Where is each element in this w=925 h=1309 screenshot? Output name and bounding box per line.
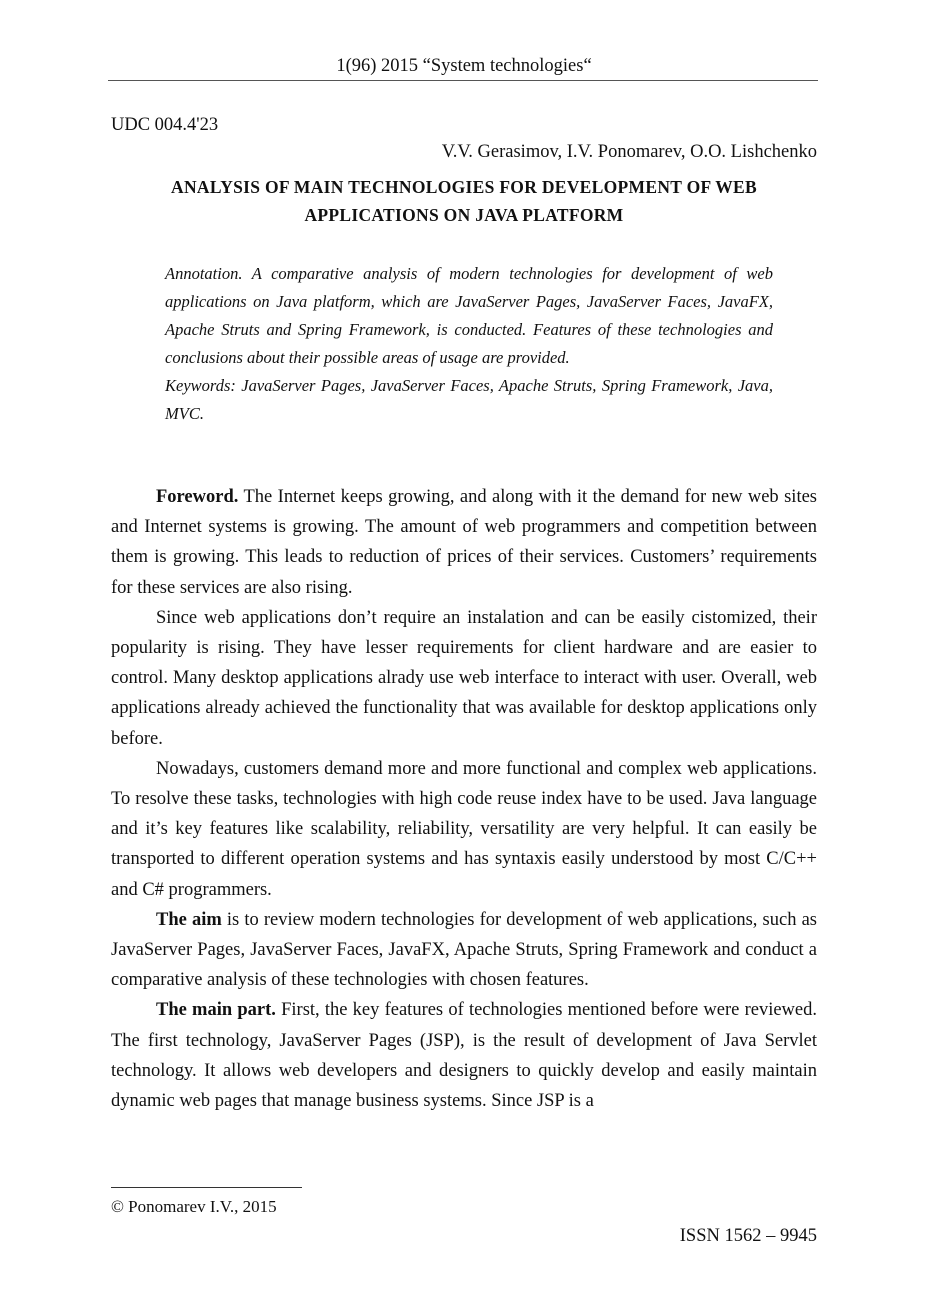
paragraph [111, 995, 817, 1116]
paragraph [111, 603, 817, 754]
paper-title: ANALYSIS OF MAIN TECHNOLOGIES FOR DEVELOPMENT OF WEB APPLICATIONS ON JAVA PLATFORM [171, 177, 757, 225]
paragraph-lead: Foreword. [156, 487, 239, 507]
paragraph-lead: The aim [156, 909, 222, 930]
body-text [111, 482, 817, 1116]
udc-code: UDC 004.4'23 [111, 115, 219, 135]
copyright-footnote: © Ponomarev I.V., 2015 [111, 1197, 277, 1216]
paragraph-text: Nowadays, customers demand more and more functional and complex web applications. To resolve these tasks, technologies with high code reuse index have to be used. Java language and it’s key features like scalability, reliability, versatility are very helpful. It can easily be transported to different operation systems and has syntaxis easily understood by most C/C++ and C# programmers. [111, 758, 817, 900]
paragraph-text: First, the key features of technologies mentioned before were reviewed. The first technology, JavaServer Pages (JSP), is the result of development of Java Servlet technology. It allows web developers and designers to quickly develop and easily maintain dynamic web pages that manage business systems. Since JSP is a [111, 1000, 817, 1112]
paragraph-text: Since web applications don’t require an instalation and can be easily cistomized, their popularity is rising. They have lesser requirements for client hardware and are easier to control. Many desktop applications alrady use web interface to interact with user. Overall, web applications already achieved the functionality that was available for desktop applications only before. [111, 607, 817, 749]
paragraph-text: The Internet keeps growing, and along with it the demand for new web sites and Internet systems is growing. The amount of web programmers and competition between them is growing. This leads to reduction of prices of their services. Customers’ requirements for these services are also rising. [111, 487, 817, 598]
annotation: Annotation. A comparative analysis of modern technologies for development of web applications on Java platform, which are JavaServer Pages, JavaServer Faces, JavaFX, Apache Struts and Spring Framework, is conducted. Features of these technologies and conclusions about their possible areas of usage are provided. [165, 264, 773, 367]
paragraph [111, 754, 817, 905]
issn: ISSN 1562 – 9945 [679, 1226, 817, 1246]
paragraph [111, 482, 817, 603]
running-header: 1(96) 2015 “System technologies“ [336, 56, 592, 76]
authors: V.V. Gerasimov, I.V. Ponomarev, O.O. Lishchenko [441, 142, 817, 162]
annotation-block [165, 260, 773, 428]
paragraph-text: is to review modern technologies for development of web applications, such as JavaServer Pages, JavaServer Faces, JavaFX, Apache Struts, Spring Framework and conduct a comparative analysis of these technologies with chosen features. [111, 909, 817, 991]
footnote-rule [111, 1187, 302, 1188]
paragraph-lead: The main part. [156, 1000, 276, 1021]
keywords: Keywords: JavaServer Pages, JavaServer Faces, Apache Struts, Spring Framework, Java, MVC. [165, 376, 773, 423]
header-rule [108, 80, 818, 81]
paragraph [111, 905, 817, 996]
